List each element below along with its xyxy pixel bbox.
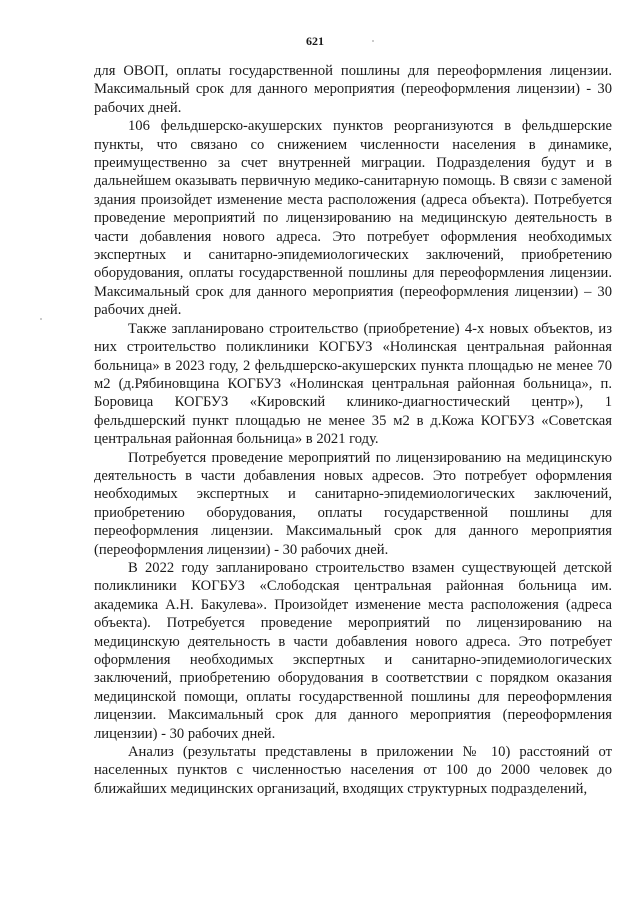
paragraph: В 2022 году запланировано строительство взамен существующей детской поликлиники КОГБУЗ «Слободская центральная районная больница им. академика А.Н. Бакулева». Произойдет изменение места расположения (адреса объекта). Потребуется проведение мероприятий по лицензированию на медицинскую деятельность в части добавления нового адреса. Это потребует оформления необходимых экспертных и санитарно-эпидемиологических заключений, приобретению оборудования в соответствии с порядком оказания медицинской помощи, оплаты государственной пошлины для переоформления лицензии. Максимальный срок для данного мероприятия (переоформления лицензии) - 30 рабочих дней. xyxy=(94,559,612,742)
paragraph: 106 фельдшерско-акушерских пунктов реорганизуются в фельдшерские пункты, что связано со снижением численности населения в динамике, преимущественно за счет внутренней миграции. Подразделения будут и в дальнейшем оказывать первичную медико-санитарную помощь. В связи с заменой здания произойдет изменение места расположения (адреса объекта). Потребуется проведение мероприятий по лицензированию на медицинскую деятельность в части добавления нового адреса. Это потребует оформления необходимых экспертных и санитарно-эпидемиологических заключений, приобретению оборудования, оплаты государственной пошлины для переоформления лицензии. Максимальный срок для данного мероприятия (переоформления лицензии) – 30 рабочих дней. xyxy=(94,118,612,319)
paragraph: Анализ (результаты представлены в приложении № 10) расстояний от населенных пунктов с численностью населения от 100 до 2000 человек до ближайших медицинских организаций, входящих структурных подразделений, xyxy=(94,744,612,797)
scan-speck xyxy=(372,40,374,42)
document-body xyxy=(94,62,612,798)
paragraph: для ОВОП, оплаты государственной пошлины для переоформления лицензии. Максимальный срок для данного мероприятия (переоформления лицензии) - 30 рабочих дней. xyxy=(94,63,612,116)
page-number: 621 xyxy=(306,34,324,48)
paragraph: Также запланировано строительство (приобретение) 4-х новых объектов, из них строительство поликлиники КОГБУЗ «Нолинская центральная районная больница» в 2023 году, 2 фельдшерско-акушерских пункта площадью не менее 70 м2 (д.Рябиновщина КОГБУЗ «Нолинская центральная районная больница», п. Боровица КОГБУЗ «Кировский клинико-диагностический центр»), 1 фельдшерский пункт площадью не менее 35 м2 в д.Кожа КОГБУЗ «Советская центральная районная больница» в 2021 году. xyxy=(94,320,612,448)
scan-speck xyxy=(40,318,42,320)
paragraph: Потребуется проведение мероприятий по лицензированию на медицинскую деятельность в части добавления новых адресов. Это потребует оформления необходимых экспертных и санитарно-эпидемиологических заключений, приобретению оборудования, оплаты государственной пошлины для переоформления лицензии. Максимальный срок для данного мероприятия (переоформления лицензии) - 30 рабочих дней. xyxy=(94,449,612,558)
